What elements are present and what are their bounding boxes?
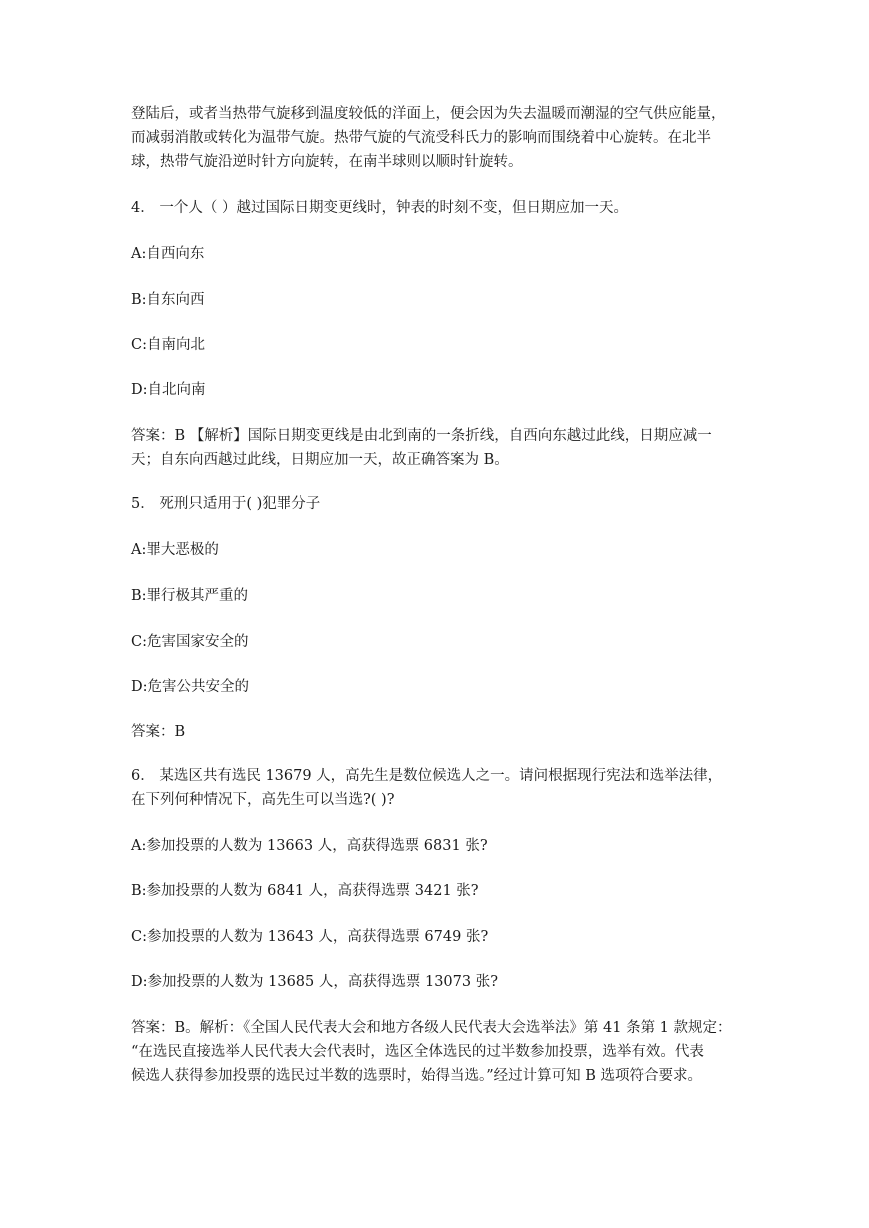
question-6-option-b: B:参加投票的人数为 6841 人，高获得选票 3421 张? [131, 883, 479, 899]
question-4-answer: 答案：B 【解析】国际日期变更线是由北到南的一条折线，自西向东越过此线，日期应减一 [131, 428, 712, 444]
question-5-option-b: B:罪行极其严重的 [131, 588, 249, 604]
question-6-answer: “在选民直接选举人民代表大会代表时，选区全体选民的过半数参加投票，选举有效。代表 [131, 1044, 704, 1060]
question-5-option-c: C:危害国家安全的 [131, 634, 249, 650]
question-4-option-d: D:自北向南 [131, 382, 206, 398]
question-6-text: 6． 某选区共有选民 13679 人，高先生是数位候选人之一。请问根据现行宪法和选举法律， [131, 768, 723, 784]
question-6-answer: 候选人获得参加投票的选民过半数的选票时，始得当选。”经过计算可知 B 选项符合要求。 [131, 1068, 703, 1084]
intro-line: 球，热带气旋沿逆时针方向旋转，在南半球则以顺时针旋转。 [131, 154, 523, 170]
question-5-answer: 答案：B [131, 724, 186, 740]
question-6-answer: 答案：B。解析：《全国人民代表大会和地方各级人民代表大会选举法》第 41 条第 1 款规定： [131, 1020, 732, 1036]
intro-line: 而减弱消散或转化为温带气旋。热带气旋的气流受科氏力的影响而围绕着中心旋转。在北半 [131, 130, 711, 146]
question-5-option-d: D:危害公共安全的 [131, 679, 250, 695]
question-4-option-c: C:自南向北 [131, 337, 205, 353]
question-6-option-c: C:参加投票的人数为 13643 人，高获得选票 6749 张? [131, 929, 489, 945]
question-4-text: 4． 一个人（ ）越过国际日期变更线时，钟表的时刻不变，但日期应加一天。 [131, 200, 628, 216]
question-6-option-d: D:参加投票的人数为 13685 人，高获得选票 13073 张? [131, 974, 498, 990]
question-5-text: 5． 死刑只适用于( )犯罪分子 [131, 496, 321, 512]
question-4-option-b: B:自东向西 [131, 292, 205, 308]
question-4-answer: 天；自东向西越过此线，日期应加一天，故正确答案为 B。 [131, 452, 509, 468]
question-4-option-a: A:自西向东 [131, 246, 205, 262]
question-5-option-a: A:罪大恶极的 [131, 542, 219, 558]
question-6-option-a: A:参加投票的人数为 13663 人，高获得选票 6831 张? [131, 838, 488, 854]
intro-line: 登陆后，或者当热带气旋移到温度较低的洋面上，便会因为失去温暖而潮湿的空气供应能量， [131, 106, 726, 122]
question-6-text: 在下列何种情况下，高先生可以当选?( )? [131, 792, 395, 808]
